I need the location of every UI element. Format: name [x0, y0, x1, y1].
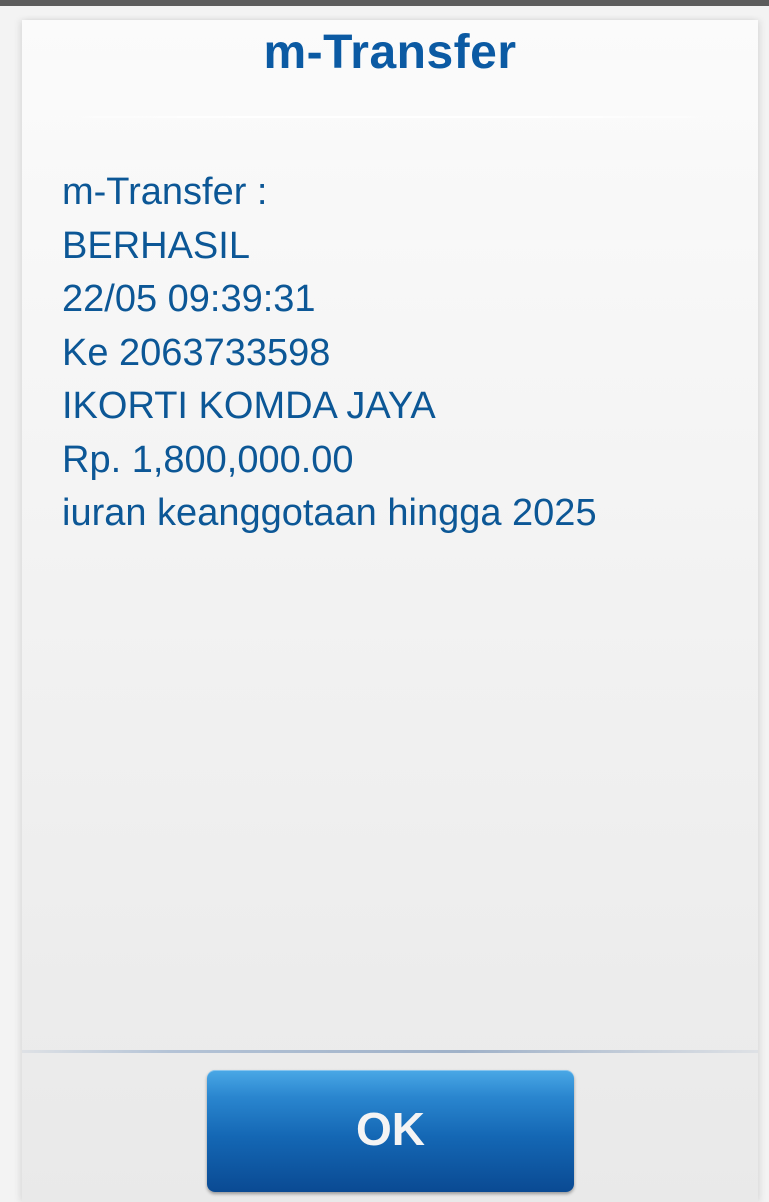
- message-line-datetime: 22/05 09:39:31: [62, 278, 316, 320]
- message-line-destination-account: Ke 2063733598: [62, 331, 331, 374]
- message-line-amount: Rp. 1,800,000.00: [62, 438, 354, 481]
- ok-button[interactable]: OK: [207, 1070, 574, 1192]
- dialog-message: [62, 166, 742, 541]
- dialog-title: m-Transfer: [263, 26, 517, 79]
- message-line-status: BERHASIL: [62, 224, 250, 267]
- title-divider: [22, 116, 758, 118]
- message-line-heading: m-Transfer :: [62, 171, 268, 213]
- message-line-recipient-name: IKORTI KOMDA JAYA: [62, 385, 436, 427]
- status-strip: [0, 0, 769, 6]
- message-line-note: iuran keanggotaan hingga 2025: [62, 492, 597, 534]
- transfer-result-dialog: [22, 20, 758, 1202]
- button-divider: [22, 1050, 758, 1053]
